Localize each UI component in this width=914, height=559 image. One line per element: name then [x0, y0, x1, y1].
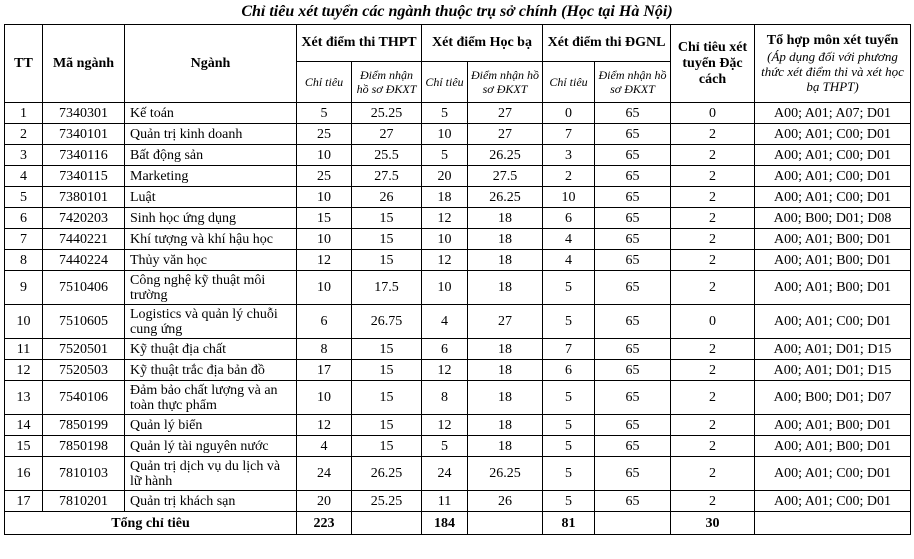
table-row: [5, 339, 911, 360]
cell-dgnl-diem: 65: [595, 436, 671, 457]
cell-thpt-diem: 15: [352, 208, 422, 229]
cell-thpt-diem: 25.25: [352, 491, 422, 512]
cell-nganh: Quản trị dịch vụ du lịch và lữ hành: [125, 457, 297, 491]
cell-dgnl-chi-tieu: 0: [543, 103, 595, 124]
cell-hocba-chi-tieu: 12: [422, 415, 468, 436]
cell-thpt-diem: 26.75: [352, 305, 422, 339]
table-title: Chỉ tiêu xét tuyển các ngành thuộc trụ sở chính (Học tại Hà Nội): [241, 3, 673, 20]
total-hocba: 184: [422, 512, 468, 535]
cell-dgnl-diem: 65: [595, 491, 671, 512]
cell-dgnl-chi-tieu: 3: [543, 145, 595, 166]
cell-nganh: Bất động sản: [125, 145, 297, 166]
cell-nganh: Công nghệ kỹ thuật môi trường: [125, 271, 297, 305]
cell-dac-cach: 2: [671, 339, 755, 360]
cell-ma-nganh: 7380101: [43, 187, 125, 208]
table-row: [5, 229, 911, 250]
cell-to-hop: A00; A01; C00; D01: [755, 305, 911, 339]
cell-thpt-chi-tieu: 4: [297, 436, 352, 457]
cell-to-hop: A00; A01; B00; D01: [755, 415, 911, 436]
cell-dgnl-chi-tieu: 5: [543, 457, 595, 491]
cell-hocba-diem: 26: [468, 491, 543, 512]
cell-hocba-chi-tieu: 18: [422, 187, 468, 208]
cell-nganh: Quản trị khách sạn: [125, 491, 297, 512]
cell-nganh: Thủy văn học: [125, 250, 297, 271]
cell-dgnl-diem: 65: [595, 103, 671, 124]
cell-nganh: Quản trị kinh doanh: [125, 124, 297, 145]
total-row: [5, 512, 911, 535]
subheader-hocba-diem: Điểm nhận hồ sơ ĐKXT: [468, 62, 543, 103]
cell-thpt-diem: 26: [352, 187, 422, 208]
header-to-hop: [755, 25, 911, 103]
cell-thpt-diem: 15: [352, 360, 422, 381]
cell-hocba-chi-tieu: 5: [422, 436, 468, 457]
table-row: [5, 208, 911, 229]
cell-tt: 17: [5, 491, 43, 512]
cell-dac-cach: 2: [671, 381, 755, 415]
cell-dgnl-chi-tieu: 10: [543, 187, 595, 208]
cell-dac-cach: 2: [671, 415, 755, 436]
cell-tt: 7: [5, 229, 43, 250]
cell-hocba-diem: 26.25: [468, 145, 543, 166]
cell-thpt-diem: 25.25: [352, 103, 422, 124]
total-thpt-diem: [352, 512, 422, 535]
cell-dgnl-chi-tieu: 6: [543, 360, 595, 381]
cell-dgnl-chi-tieu: 5: [543, 415, 595, 436]
cell-hocba-chi-tieu: 20: [422, 166, 468, 187]
cell-dgnl-diem: 65: [595, 166, 671, 187]
cell-tt: 4: [5, 166, 43, 187]
cell-tt: 12: [5, 360, 43, 381]
header-ma-nganh: Mã ngành: [43, 25, 125, 103]
cell-ma-nganh: 7340101: [43, 124, 125, 145]
cell-ma-nganh: 7520501: [43, 339, 125, 360]
table-row: [5, 436, 911, 457]
cell-dgnl-chi-tieu: 4: [543, 250, 595, 271]
cell-dac-cach: 2: [671, 250, 755, 271]
cell-dgnl-diem: 65: [595, 381, 671, 415]
total-dgnl-diem: [595, 512, 671, 535]
cell-ma-nganh: 7850199: [43, 415, 125, 436]
cell-dgnl-diem: 65: [595, 145, 671, 166]
cell-dgnl-diem: 65: [595, 339, 671, 360]
cell-ma-nganh: 7440224: [43, 250, 125, 271]
cell-tt: 6: [5, 208, 43, 229]
cell-thpt-chi-tieu: 25: [297, 124, 352, 145]
to-hop-note: (Áp dụng đối với phương thức xét điểm thi và xét học bạ THPT): [761, 49, 904, 94]
cell-hocba-diem: 18: [468, 250, 543, 271]
header-dac-cach: Chỉ tiêu xét tuyển Đặc cách: [671, 25, 755, 103]
total-dac-cach: 30: [671, 512, 755, 535]
cell-dgnl-chi-tieu: 5: [543, 271, 595, 305]
cell-hocba-chi-tieu: 10: [422, 124, 468, 145]
cell-to-hop: A00; A01; B00; D01: [755, 271, 911, 305]
cell-hocba-diem: 27: [468, 305, 543, 339]
cell-dgnl-diem: 65: [595, 360, 671, 381]
header-thpt: Xét điểm thi THPT: [297, 25, 422, 62]
cell-to-hop: A00; A01; B00; D01: [755, 436, 911, 457]
cell-ma-nganh: 7340115: [43, 166, 125, 187]
cell-dac-cach: 0: [671, 305, 755, 339]
table-row: [5, 415, 911, 436]
cell-thpt-diem: 25.5: [352, 145, 422, 166]
cell-tt: 3: [5, 145, 43, 166]
cell-hocba-chi-tieu: 12: [422, 208, 468, 229]
cell-hocba-diem: 18: [468, 381, 543, 415]
cell-tt: 1: [5, 103, 43, 124]
cell-ma-nganh: 7510605: [43, 305, 125, 339]
table-row: [5, 103, 911, 124]
cell-dgnl-diem: 65: [595, 250, 671, 271]
cell-nganh: Đảm bảo chất lượng và an toàn thực phẩm: [125, 381, 297, 415]
cell-dac-cach: 2: [671, 491, 755, 512]
header-tt: TT: [5, 25, 43, 103]
cell-thpt-chi-tieu: 8: [297, 339, 352, 360]
cell-thpt-diem: 15: [352, 229, 422, 250]
cell-thpt-chi-tieu: 12: [297, 415, 352, 436]
cell-thpt-chi-tieu: 25: [297, 166, 352, 187]
cell-dac-cach: 2: [671, 166, 755, 187]
cell-to-hop: A00; A01; C00; D01: [755, 187, 911, 208]
cell-tt: 13: [5, 381, 43, 415]
header-nganh: Ngành: [125, 25, 297, 103]
table-row: [5, 305, 911, 339]
cell-hocba-chi-tieu: 4: [422, 305, 468, 339]
cell-hocba-diem: 18: [468, 415, 543, 436]
header-hoc-ba: Xét điểm Học bạ: [422, 25, 543, 62]
cell-dac-cach: 2: [671, 360, 755, 381]
cell-to-hop: A00; A01; C00; D01: [755, 166, 911, 187]
cell-to-hop: A00; A01; C00; D01: [755, 145, 911, 166]
cell-ma-nganh: 7420203: [43, 208, 125, 229]
cell-hocba-chi-tieu: 8: [422, 381, 468, 415]
cell-tt: 2: [5, 124, 43, 145]
cell-hocba-chi-tieu: 5: [422, 145, 468, 166]
cell-dac-cach: 0: [671, 103, 755, 124]
cell-ma-nganh: 7440221: [43, 229, 125, 250]
cell-dgnl-diem: 65: [595, 187, 671, 208]
cell-dgnl-diem: 65: [595, 457, 671, 491]
cell-hocba-diem: 27: [468, 103, 543, 124]
cell-thpt-chi-tieu: 24: [297, 457, 352, 491]
cell-to-hop: A00; A01; C00; D01: [755, 491, 911, 512]
cell-thpt-chi-tieu: 10: [297, 381, 352, 415]
cell-to-hop: A00; A01; A07; D01: [755, 103, 911, 124]
cell-nganh: Quản lý biển: [125, 415, 297, 436]
table-row: [5, 491, 911, 512]
cell-thpt-chi-tieu: 17: [297, 360, 352, 381]
to-hop-title: Tổ hợp môn xét tuyển: [766, 33, 899, 48]
cell-hocba-diem: 18: [468, 360, 543, 381]
cell-dgnl-chi-tieu: 2: [543, 166, 595, 187]
table-row: [5, 457, 911, 491]
total-dgnl: 81: [543, 512, 595, 535]
cell-thpt-diem: 15: [352, 381, 422, 415]
cell-tt: 14: [5, 415, 43, 436]
cell-hocba-diem: 18: [468, 271, 543, 305]
cell-dgnl-chi-tieu: 5: [543, 305, 595, 339]
cell-dac-cach: 2: [671, 124, 755, 145]
table-row: [5, 271, 911, 305]
subheader-thpt-chi-tieu: Chỉ tiêu: [297, 62, 352, 103]
cell-to-hop: A00; A01; B00; D01: [755, 229, 911, 250]
cell-dac-cach: 2: [671, 187, 755, 208]
cell-to-hop: A00; A01; C00; D01: [755, 457, 911, 491]
table-row: [5, 360, 911, 381]
cell-nganh: Kỹ thuật địa chất: [125, 339, 297, 360]
cell-hocba-diem: 27: [468, 124, 543, 145]
cell-hocba-chi-tieu: 12: [422, 360, 468, 381]
cell-thpt-chi-tieu: 5: [297, 103, 352, 124]
cell-hocba-diem: 18: [468, 208, 543, 229]
cell-dgnl-chi-tieu: 6: [543, 208, 595, 229]
cell-hocba-chi-tieu: 11: [422, 491, 468, 512]
cell-dgnl-diem: 65: [595, 208, 671, 229]
subheader-thpt-diem: Điểm nhận hồ sơ ĐKXT: [352, 62, 422, 103]
cell-tt: 10: [5, 305, 43, 339]
cell-nganh: Logistics và quản lý chuỗi cung ứng: [125, 305, 297, 339]
header-dgnl: Xét điểm thi ĐGNL: [543, 25, 671, 62]
cell-nganh: Marketing: [125, 166, 297, 187]
cell-ma-nganh: 7520503: [43, 360, 125, 381]
total-thpt: 223: [297, 512, 352, 535]
cell-hocba-chi-tieu: 10: [422, 229, 468, 250]
cell-hocba-chi-tieu: 6: [422, 339, 468, 360]
cell-dac-cach: 2: [671, 271, 755, 305]
cell-tt: 9: [5, 271, 43, 305]
cell-thpt-diem: 15: [352, 436, 422, 457]
cell-dgnl-diem: 65: [595, 305, 671, 339]
cell-ma-nganh: 7810103: [43, 457, 125, 491]
cell-thpt-chi-tieu: 10: [297, 145, 352, 166]
cell-nganh: Kế toán: [125, 103, 297, 124]
cell-dgnl-chi-tieu: 5: [543, 381, 595, 415]
admission-table: [4, 24, 911, 535]
cell-hocba-chi-tieu: 5: [422, 103, 468, 124]
cell-thpt-chi-tieu: 12: [297, 250, 352, 271]
cell-thpt-diem: 27: [352, 124, 422, 145]
total-to-hop: [755, 512, 911, 535]
cell-thpt-diem: 26.25: [352, 457, 422, 491]
total-label: Tổng chỉ tiêu: [5, 512, 297, 535]
cell-tt: 5: [5, 187, 43, 208]
cell-thpt-diem: 15: [352, 415, 422, 436]
table-row: [5, 145, 911, 166]
cell-ma-nganh: 7540106: [43, 381, 125, 415]
cell-thpt-chi-tieu: 6: [297, 305, 352, 339]
cell-thpt-diem: 15: [352, 250, 422, 271]
cell-ma-nganh: 7340301: [43, 103, 125, 124]
cell-dac-cach: 2: [671, 457, 755, 491]
total-hocba-diem: [468, 512, 543, 535]
cell-thpt-diem: 17.5: [352, 271, 422, 305]
cell-to-hop: A00; B00; D01; D08: [755, 208, 911, 229]
cell-ma-nganh: 7510406: [43, 271, 125, 305]
cell-to-hop: A00; A01; D01; D15: [755, 339, 911, 360]
cell-dgnl-diem: 65: [595, 229, 671, 250]
table-row: [5, 381, 911, 415]
table-row: [5, 250, 911, 271]
cell-to-hop: A00; A01; C00; D01: [755, 124, 911, 145]
cell-hocba-diem: 26.25: [468, 187, 543, 208]
subheader-dgnl-diem: Điểm nhận hồ sơ ĐKXT: [595, 62, 671, 103]
cell-thpt-chi-tieu: 10: [297, 229, 352, 250]
cell-dgnl-chi-tieu: 5: [543, 436, 595, 457]
cell-thpt-diem: 27.5: [352, 166, 422, 187]
cell-dgnl-chi-tieu: 5: [543, 491, 595, 512]
cell-to-hop: A00; A01; B00; D01: [755, 250, 911, 271]
cell-nganh: Khí tượng và khí hậu học: [125, 229, 297, 250]
cell-ma-nganh: 7810201: [43, 491, 125, 512]
cell-ma-nganh: 7340116: [43, 145, 125, 166]
cell-hocba-diem: 26.25: [468, 457, 543, 491]
subheader-hocba-chi-tieu: Chỉ tiêu: [422, 62, 468, 103]
cell-to-hop: A00; A01; D01; D15: [755, 360, 911, 381]
cell-dgnl-diem: 65: [595, 124, 671, 145]
cell-dgnl-chi-tieu: 4: [543, 229, 595, 250]
cell-tt: 15: [5, 436, 43, 457]
cell-dac-cach: 2: [671, 229, 755, 250]
cell-thpt-chi-tieu: 15: [297, 208, 352, 229]
cell-dac-cach: 2: [671, 145, 755, 166]
table-row: [5, 166, 911, 187]
cell-tt: 16: [5, 457, 43, 491]
cell-dac-cach: 2: [671, 436, 755, 457]
cell-tt: 11: [5, 339, 43, 360]
cell-hocba-chi-tieu: 12: [422, 250, 468, 271]
subheader-dgnl-chi-tieu: Chỉ tiêu: [543, 62, 595, 103]
cell-thpt-chi-tieu: 10: [297, 187, 352, 208]
table-row: [5, 124, 911, 145]
cell-hocba-chi-tieu: 24: [422, 457, 468, 491]
cell-nganh: Kỹ thuật trắc địa bản đồ: [125, 360, 297, 381]
cell-dgnl-diem: 65: [595, 415, 671, 436]
cell-dgnl-chi-tieu: 7: [543, 339, 595, 360]
cell-tt: 8: [5, 250, 43, 271]
cell-hocba-chi-tieu: 10: [422, 271, 468, 305]
cell-dgnl-chi-tieu: 7: [543, 124, 595, 145]
cell-dac-cach: 2: [671, 208, 755, 229]
cell-hocba-diem: 18: [468, 229, 543, 250]
cell-nganh: Sinh học ứng dụng: [125, 208, 297, 229]
cell-ma-nganh: 7850198: [43, 436, 125, 457]
cell-hocba-diem: 18: [468, 436, 543, 457]
cell-hocba-diem: 27.5: [468, 166, 543, 187]
table-row: [5, 187, 911, 208]
cell-dgnl-diem: 65: [595, 271, 671, 305]
cell-thpt-chi-tieu: 10: [297, 271, 352, 305]
cell-thpt-chi-tieu: 20: [297, 491, 352, 512]
cell-nganh: Luật: [125, 187, 297, 208]
cell-hocba-diem: 18: [468, 339, 543, 360]
cell-thpt-diem: 15: [352, 339, 422, 360]
cell-to-hop: A00; B00; D01; D07: [755, 381, 911, 415]
cell-nganh: Quản lý tài nguyên nước: [125, 436, 297, 457]
